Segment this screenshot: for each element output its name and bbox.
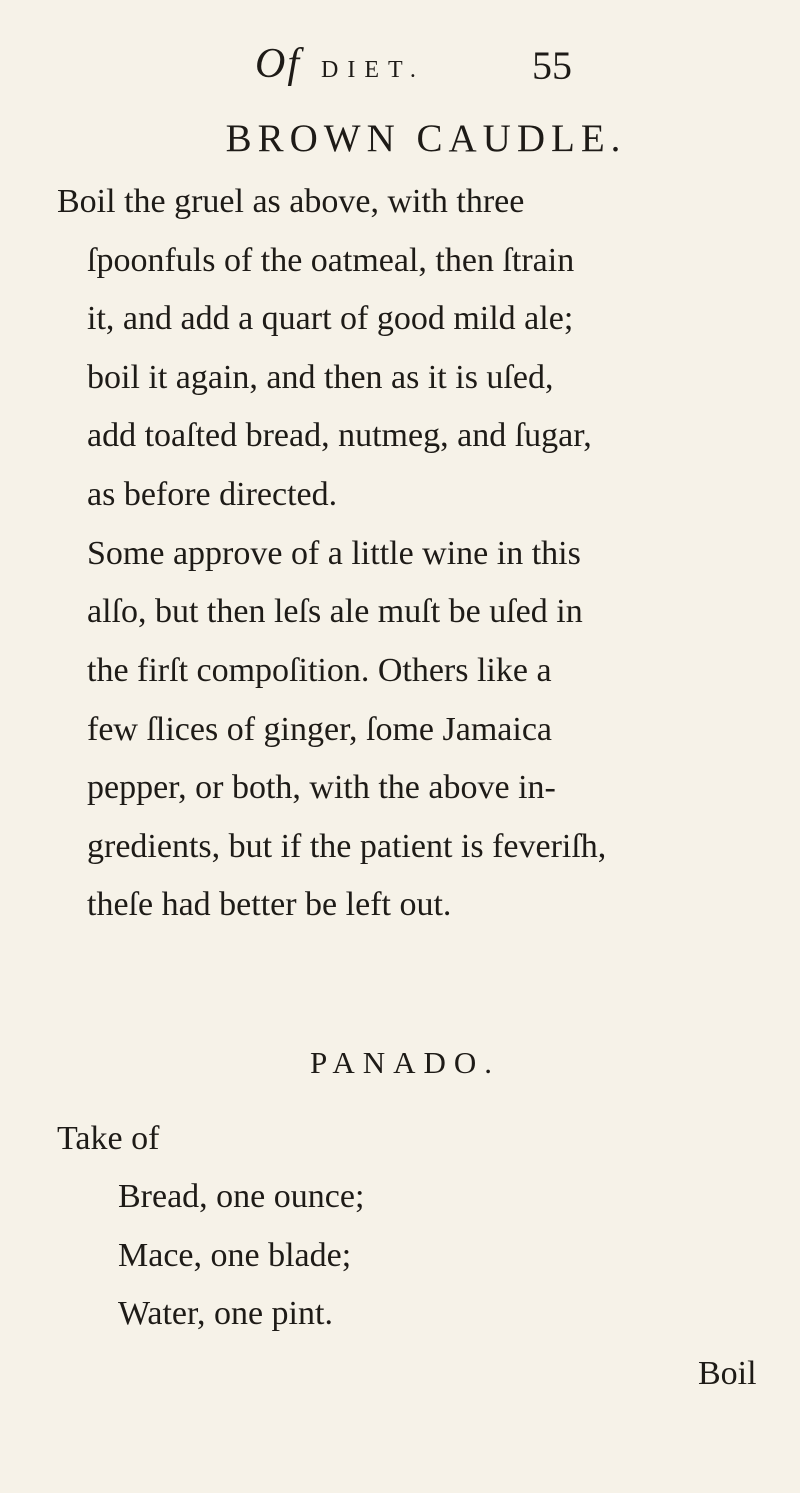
- text-line: as before directed.: [87, 476, 338, 513]
- text-line: ſpoonfuls of the oatmeal, then ſtrain: [87, 242, 575, 279]
- text-line: add toaſted bread, nutmeg, and ſugar,: [87, 417, 592, 454]
- text-line: pepper, or both, with the above in-: [87, 769, 556, 806]
- running-head-of: Of: [255, 41, 301, 87]
- recipe-intro: Take of: [57, 1120, 160, 1157]
- text-line: few ſlices of ginger, ſome Jamaica: [87, 711, 553, 748]
- text-line: boil it again, and then as it is uſed,: [87, 359, 554, 396]
- catchword: Boil: [698, 1355, 757, 1392]
- section-title-panado: PANADO.: [309, 1045, 501, 1080]
- text-line: alſo, but then leſs ale muſt be uſed in: [87, 593, 583, 630]
- running-head-diet: DIET.: [321, 57, 425, 83]
- text-line: Boil the gruel as above, with three: [57, 183, 525, 220]
- ingredient-line: Water, one pint.: [118, 1295, 333, 1332]
- text-line: gredients, but if the patient is feveriſh,: [87, 828, 607, 865]
- text-line: it, and add a quart of good mild ale;: [87, 300, 574, 337]
- ingredient-line: Mace, one blade;: [118, 1237, 352, 1274]
- ingredient-line: Bread, one ounce;: [118, 1178, 365, 1215]
- text-line: Some approve of a little wine in this: [87, 535, 581, 572]
- running-head: [255, 40, 425, 88]
- text-line: theſe had better be left out.: [87, 886, 452, 923]
- page-number: 55: [532, 43, 572, 88]
- text-line: the firſt compoſition. Others like a: [87, 652, 552, 689]
- section-title-brown-caudle: BROWN CAUDLE.: [225, 117, 627, 160]
